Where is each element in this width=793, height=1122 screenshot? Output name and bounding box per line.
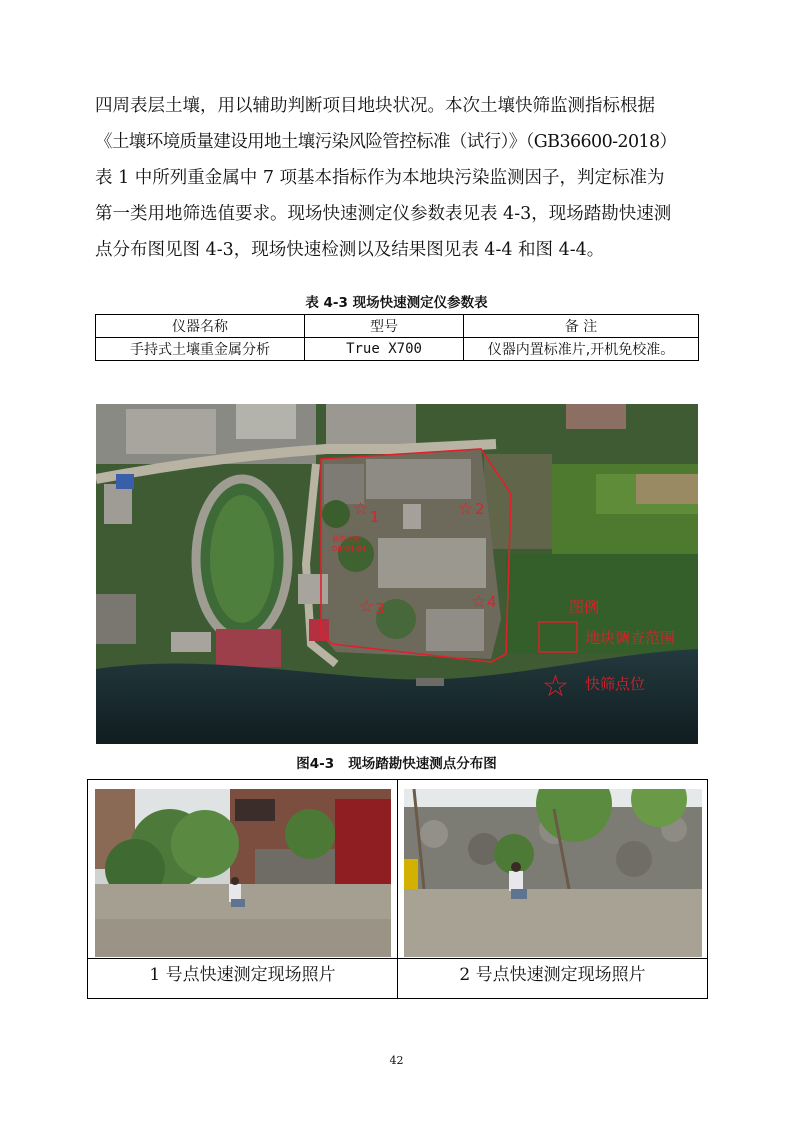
sampling-point-3 [359, 597, 385, 618]
table-divider [88, 958, 707, 959]
body-paragraph [95, 88, 700, 268]
point-number: 4 [487, 593, 497, 611]
table-header-cell: 仪器名称 [96, 315, 305, 338]
figure-caption: 图4-3 现场踏勘快速测点分布图 [296, 756, 497, 772]
site-code: DJK-21-04 [332, 545, 367, 553]
table-cell: True X700 [305, 338, 464, 361]
page-number: 42 [389, 1054, 404, 1067]
paragraph-line: 《土壤环境质量建设用地土壤污染风险管控标准（试行）》（GB36600-2018） [95, 132, 677, 152]
point-number: 2 [475, 500, 485, 518]
table-header-cell: 型号 [305, 315, 464, 338]
legend-area-label: 地块调查范围 [585, 629, 676, 647]
table-cell: 手持式土壤重金属分析 [96, 338, 305, 361]
paragraph-line: 表 1 中所列重金属中 7 项基本指标作为本地块污染监测因子，判定标准为 [95, 168, 665, 188]
point-number: 1 [370, 508, 380, 526]
table-header-cell: 备 注 [464, 315, 699, 338]
table-row [96, 338, 699, 361]
sampling-point-2 [458, 499, 485, 519]
instrument-parameter-table [95, 314, 699, 361]
photo-cell-point-2 [398, 780, 707, 998]
paragraph-line: 四周表层土壤，用以辅助判断项目地块状况。本次土壤快筛监测指标根据 [95, 96, 655, 116]
star-icon: ☆ [359, 597, 375, 617]
star-icon: ☆ [458, 499, 474, 519]
legend-title: 图例 [569, 598, 600, 616]
photo-label: 1 号点快速测定现场照片 [149, 965, 336, 985]
site-label: 调查地块 [332, 535, 360, 543]
paragraph-line: 第一类用地筛选值要求。现场快速测定仪参数表见表 4-3，现场踏勘快速测 [95, 204, 672, 224]
aerial-site-map [96, 404, 698, 744]
photo-cell-point-1 [88, 780, 398, 998]
paragraph-line: 点分布图见图 4-3，现场快速检测以及结果图见表 4-4 和图 4-4。 [95, 240, 605, 260]
sampling-point-4 [471, 592, 497, 612]
site-photo-point-2 [404, 789, 702, 957]
star-icon: ☆ [353, 499, 369, 519]
table-caption: 表 4-3 现场快速测定仪参数表 [305, 295, 488, 311]
photo-label: 2 号点快速测定现场照片 [459, 965, 646, 985]
legend-point-label: 快筛点位 [585, 675, 646, 693]
table-header-row [96, 315, 699, 338]
point-number: 3 [375, 600, 385, 618]
site-photo-point-1 [95, 789, 391, 957]
legend-star-icon: ☆ [542, 669, 569, 704]
table-cell: 仪器内置标准片,开机免校准。 [464, 338, 699, 361]
site-photo-table [87, 779, 708, 999]
star-icon: ☆ [471, 592, 487, 612]
